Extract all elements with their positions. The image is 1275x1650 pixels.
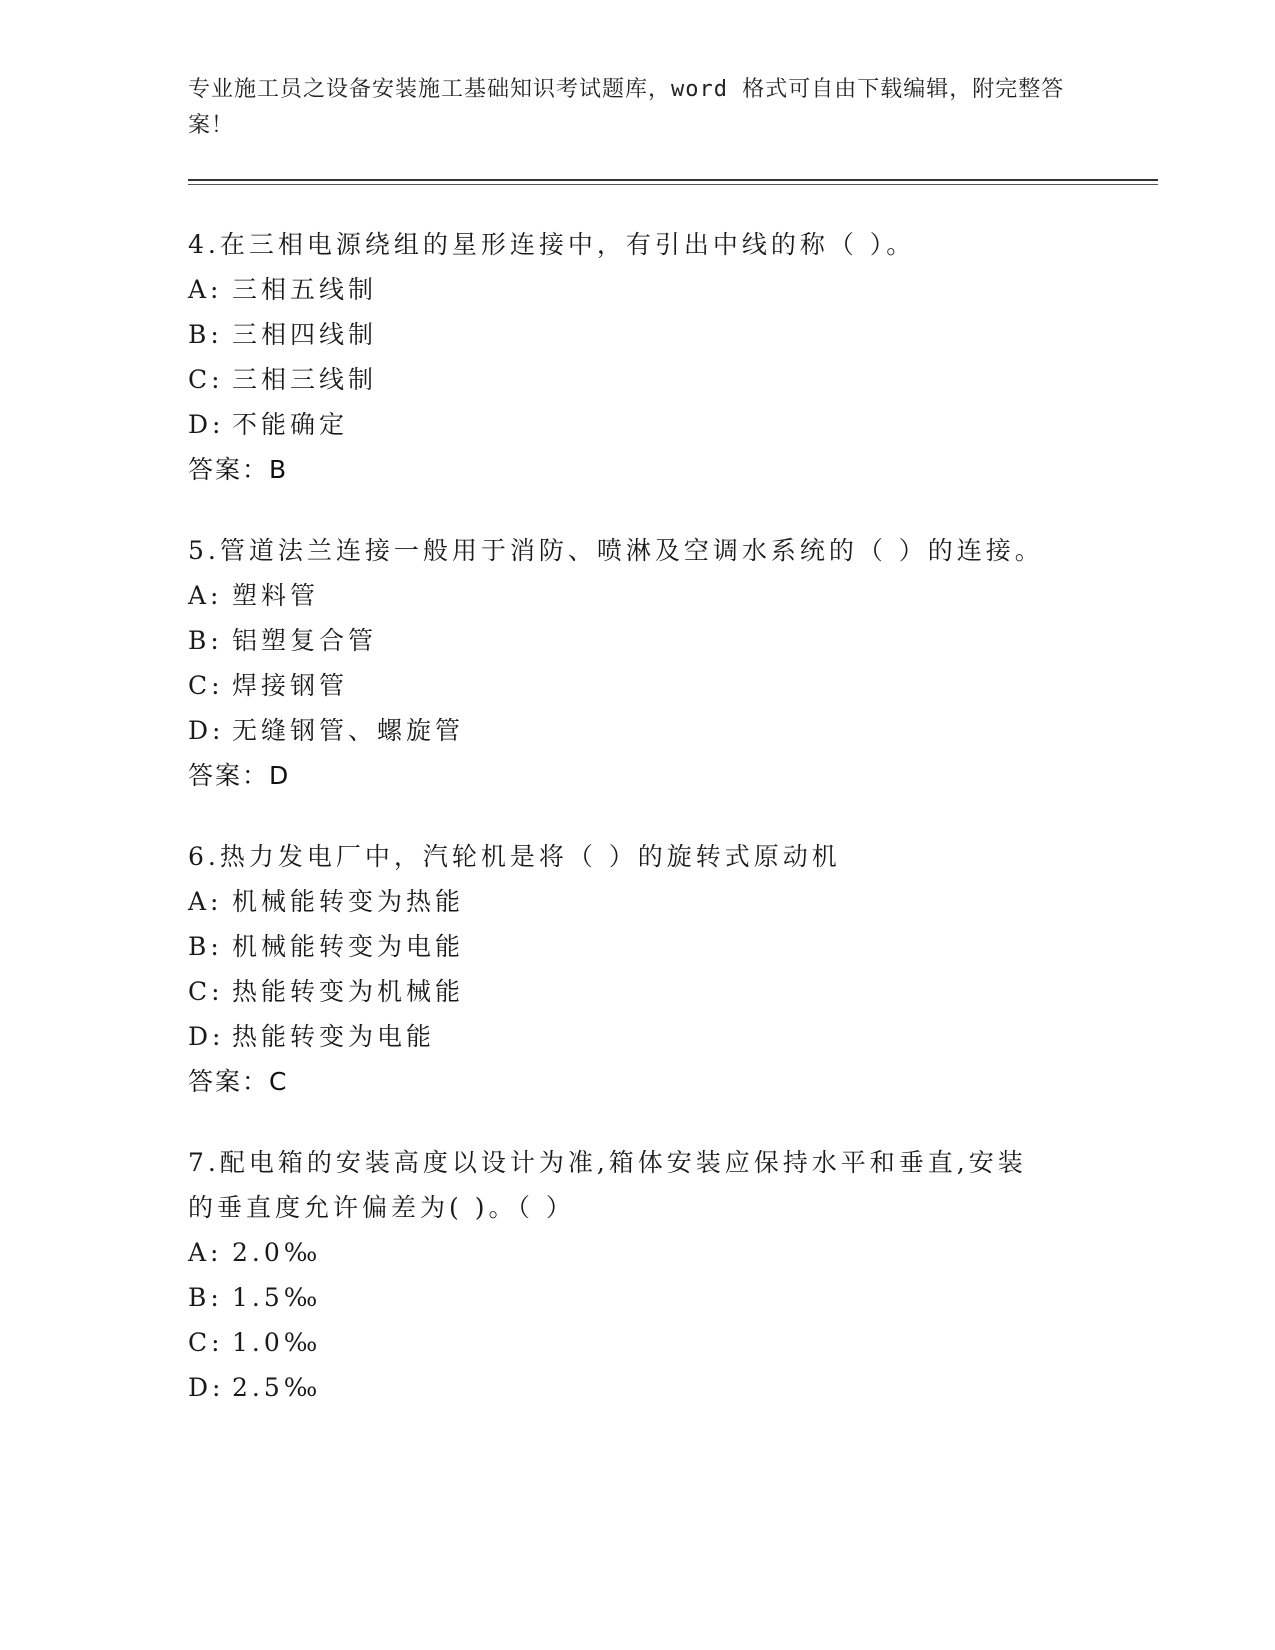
- option-c: [188, 1320, 1048, 1365]
- option-text: 铝塑复合管: [232, 626, 378, 655]
- option-text: 2.5‰: [232, 1373, 322, 1402]
- answer-line: 答案：C: [188, 1067, 289, 1096]
- option-a: [188, 267, 1088, 312]
- option-letter: D:: [188, 410, 225, 439]
- option-text: 三相四线制: [232, 320, 378, 349]
- option-d: [188, 1365, 1048, 1410]
- option-letter: B:: [188, 1283, 223, 1312]
- option-letter: C:: [188, 977, 224, 1006]
- question-4: [188, 222, 1088, 492]
- option-text: 机械能转变为热能: [232, 887, 465, 916]
- option-letter: B:: [188, 320, 223, 349]
- option-b: [188, 1275, 1048, 1320]
- question-6: [188, 834, 1088, 1104]
- header-rule-secondary: [188, 184, 1158, 185]
- document-header: 专业施工员之设备安装施工基础知识考试题库，word 格式可自由下载编辑，附完整答案！: [188, 77, 1065, 138]
- option-text: 机械能转变为电能: [232, 932, 465, 961]
- option-d: [188, 1014, 1088, 1059]
- option-letter: B:: [188, 932, 223, 961]
- option-letter: C:: [188, 1328, 224, 1357]
- question-5: [188, 528, 1088, 798]
- option-letter: D:: [188, 1373, 225, 1402]
- option-c: [188, 969, 1088, 1014]
- answer-line: 答案：B: [188, 455, 289, 484]
- option-text: 2.0‰: [232, 1238, 322, 1267]
- option-text: 1.0‰: [232, 1328, 322, 1357]
- option-text: 塑料管: [232, 581, 320, 610]
- question-stem: 4.在三相电源绕组的星形连接中，有引出中线的称（ ）。: [188, 230, 916, 259]
- option-b: [188, 312, 1088, 357]
- option-text: 焊接钢管: [232, 671, 349, 700]
- option-b: [188, 924, 1088, 969]
- header-rule: [188, 179, 1158, 181]
- option-text: 热能转变为机械能: [232, 977, 465, 1006]
- option-a: [188, 1230, 1048, 1275]
- option-letter: C:: [188, 671, 224, 700]
- option-letter: A:: [188, 581, 223, 610]
- option-letter: A:: [188, 1238, 223, 1267]
- option-text: 1.5‰: [232, 1283, 322, 1312]
- option-letter: B:: [188, 626, 223, 655]
- option-letter: C:: [188, 365, 224, 394]
- question-stem: 7.配电箱的安装高度以设计为准,箱体安装应保持水平和垂直,安装的垂直度允许偏差为( )。（ ）: [188, 1148, 1027, 1222]
- question-stem: 6.热力发电厂中，汽轮机是将（ ）的旋转式原动机: [188, 842, 841, 871]
- option-text: 不能确定: [232, 410, 349, 439]
- option-d: [188, 402, 1088, 447]
- question-7: [188, 1140, 1048, 1410]
- answer-line: 答案：D: [188, 761, 291, 790]
- option-a: [188, 573, 1088, 618]
- option-text: 三相五线制: [232, 275, 378, 304]
- option-letter: D:: [188, 716, 225, 745]
- option-text: 热能转变为电能: [232, 1022, 436, 1051]
- option-c: [188, 357, 1088, 402]
- option-text: 三相三线制: [232, 365, 378, 394]
- option-letter: D:: [188, 1022, 225, 1051]
- question-stem: 5.管道法兰连接一般用于消防、喷淋及空调水系统的（ ）的连接。: [188, 536, 1044, 565]
- option-a: [188, 879, 1088, 924]
- option-d: [188, 708, 1088, 753]
- option-letter: A:: [188, 275, 223, 304]
- option-c: [188, 663, 1088, 708]
- option-letter: A:: [188, 887, 223, 916]
- option-text: 无缝钢管、螺旋管: [232, 716, 465, 745]
- option-b: [188, 618, 1088, 663]
